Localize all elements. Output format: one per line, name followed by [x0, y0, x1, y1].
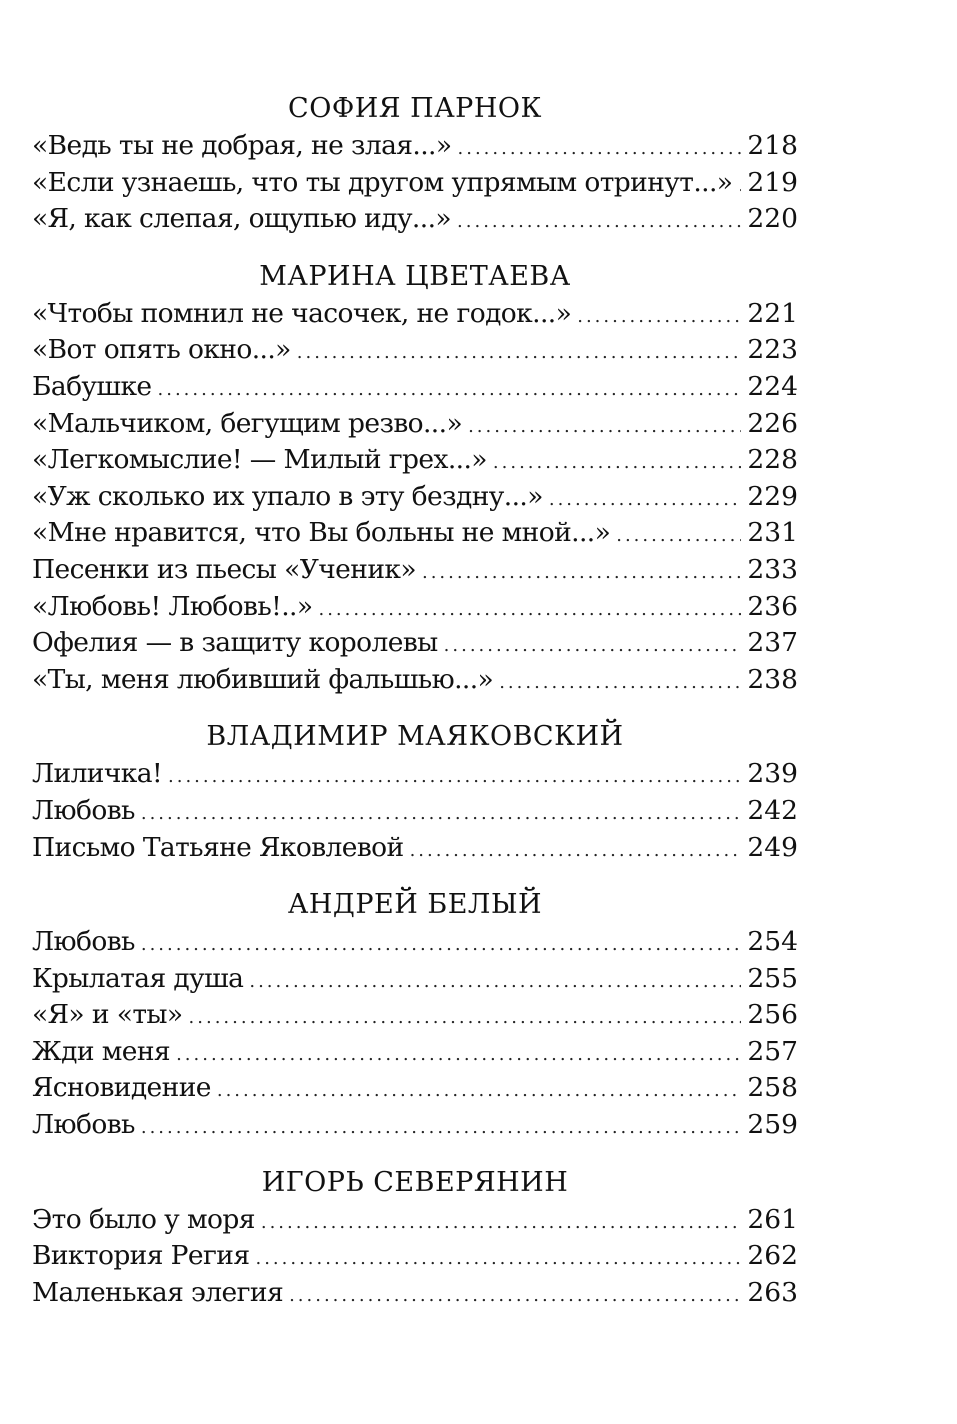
dot-leader — [261, 1205, 742, 1242]
entry-page-number: 255 — [747, 962, 798, 994]
toc-entry[interactable] — [32, 165, 798, 202]
entry-page-number: 228 — [747, 444, 798, 476]
entry-page-number: 261 — [747, 1203, 798, 1235]
entry-title: Офелия — в защиту королевы — [32, 627, 438, 659]
toc-entry[interactable] — [32, 830, 798, 867]
entry-page-number: 263 — [747, 1276, 798, 1308]
entry-title: Любовь — [32, 926, 135, 958]
toc-entry[interactable] — [32, 625, 798, 662]
toc-entry[interactable] — [32, 997, 798, 1034]
dot-leader — [168, 759, 741, 796]
entry-page-number: 218 — [747, 130, 798, 161]
dot-leader — [468, 409, 741, 446]
entry-title: Крылатая душа — [32, 962, 244, 994]
dot-leader — [616, 518, 741, 555]
dot-leader — [410, 833, 742, 870]
entry-page-number: 233 — [747, 553, 798, 585]
entry-title: «Мальчиком, бегущим резво...» — [32, 407, 463, 439]
entry-title: Ясновидение — [32, 1072, 211, 1104]
toc-section-bely — [32, 888, 798, 1144]
entry-page-number: 221 — [747, 297, 798, 329]
toc-entry[interactable] — [32, 1275, 798, 1312]
dot-leader — [289, 1278, 741, 1315]
dot-leader — [249, 964, 741, 1001]
toc-entry[interactable] — [32, 961, 798, 998]
entry-page-number: 220 — [747, 203, 798, 235]
dot-leader — [297, 335, 742, 372]
entry-title: Лиличка! — [32, 758, 163, 790]
entry-title: «Ведь ты не добрая, не злая...» — [32, 130, 452, 161]
toc-entry[interactable] — [32, 369, 798, 406]
entry-title: «Уж сколько их упало в эту бездну...» — [32, 480, 543, 512]
dot-leader — [141, 927, 742, 964]
toc-section-parnok — [32, 92, 798, 238]
dot-leader — [422, 555, 741, 592]
toc-entry[interactable] — [32, 332, 798, 369]
toc-entry[interactable] — [32, 442, 798, 479]
table-of-contents — [32, 92, 798, 1333]
section-author-title: ВЛАДИМИР МАЯКОВСКИЙ — [206, 721, 624, 753]
section-author-title: МАРИНА ЦВЕТАЕВА — [259, 260, 571, 292]
toc-entry[interactable] — [32, 1202, 798, 1239]
toc-entry[interactable] — [32, 1238, 798, 1275]
section-author-title: АНДРЕЙ БЕЛЫЙ — [287, 889, 543, 921]
entry-page-number: 254 — [747, 926, 798, 958]
dot-leader — [141, 796, 742, 833]
toc-entry[interactable] — [32, 406, 798, 443]
entry-title: «Я» и «ты» — [32, 999, 183, 1031]
dot-leader — [444, 628, 742, 665]
toc-entry[interactable] — [32, 924, 798, 961]
toc-section-mayakovsky — [32, 720, 798, 866]
entry-page-number: 226 — [747, 407, 798, 439]
entry-page-number: 239 — [747, 758, 798, 790]
entry-title: «Любовь! Любовь!..» — [32, 590, 313, 622]
toc-section-severyanin — [32, 1166, 798, 1312]
dot-leader — [493, 445, 742, 482]
dot-leader — [176, 1037, 741, 1074]
entry-title: Это было у моря — [32, 1203, 255, 1235]
toc-entry[interactable] — [32, 1070, 798, 1107]
toc-entry[interactable] — [32, 296, 798, 333]
entry-page-number: 262 — [747, 1240, 798, 1272]
toc-entry[interactable] — [32, 515, 798, 552]
dot-leader — [158, 372, 742, 409]
entry-page-number: 229 — [747, 480, 798, 512]
dot-leader — [458, 131, 742, 168]
entry-title: Жди меня — [32, 1035, 171, 1067]
section-author-title: ИГОРЬ СЕВЕРЯНИН — [261, 1166, 569, 1198]
toc-entry[interactable] — [32, 756, 798, 793]
entry-page-number: 257 — [747, 1035, 798, 1067]
dot-leader — [189, 1000, 742, 1037]
entry-title: Письмо Татьяне Яковлевой — [32, 831, 404, 863]
dot-leader — [255, 1241, 741, 1278]
toc-entry[interactable] — [32, 1107, 798, 1144]
entry-page-number: 237 — [747, 627, 798, 659]
toc-entry[interactable] — [32, 589, 798, 626]
entry-title: Любовь — [32, 794, 135, 826]
entry-page-number: 249 — [747, 831, 798, 863]
dot-leader — [318, 592, 741, 629]
toc-entry[interactable] — [32, 793, 798, 830]
toc-entry[interactable] — [32, 479, 798, 516]
dot-leader — [549, 482, 742, 519]
entry-page-number: 231 — [747, 517, 798, 549]
toc-entry[interactable] — [32, 662, 798, 699]
entry-title: «Вот опять окно...» — [32, 334, 291, 366]
entry-page-number: 258 — [747, 1072, 798, 1104]
section-author-title: СОФИЯ ПАРНОК — [288, 93, 542, 124]
entry-title: «Легкомыслие! — Милый грех...» — [32, 444, 487, 476]
entry-page-number: 219 — [747, 166, 798, 198]
toc-entry[interactable] — [32, 552, 798, 589]
entry-title: «Я, как слепая, ощупью иду...» — [32, 203, 452, 235]
dot-leader — [457, 204, 741, 241]
entry-title: Песенки из пьесы «Ученик» — [32, 553, 416, 585]
entry-title: Маленькая элегия — [32, 1276, 284, 1308]
entry-page-number: 236 — [747, 590, 798, 622]
dot-leader — [217, 1073, 742, 1110]
toc-section-tsvetaeva — [32, 260, 798, 699]
entry-page-number: 259 — [747, 1109, 798, 1141]
entry-title: «Если узнаешь, что ты другом упрямым отринут...» — [32, 166, 733, 198]
entry-page-number: 223 — [747, 334, 798, 366]
toc-entry[interactable] — [32, 128, 798, 165]
entry-page-number: 256 — [747, 999, 798, 1031]
entry-title: «Ты, меня любивший фальшью...» — [32, 663, 494, 695]
toc-entry[interactable] — [32, 201, 798, 238]
entry-title: Виктория Регия — [32, 1240, 250, 1272]
toc-entry[interactable] — [32, 1034, 798, 1071]
dot-leader — [738, 168, 741, 205]
entry-page-number: 238 — [747, 663, 798, 695]
dot-leader — [141, 1110, 742, 1147]
entry-title: Любовь — [32, 1109, 135, 1141]
entry-title: Бабушке — [32, 370, 152, 402]
dot-leader — [499, 665, 741, 702]
entry-page-number: 242 — [747, 794, 798, 826]
entry-title: «Мне нравится, что Вы больны не мной...» — [32, 517, 611, 549]
entry-title: «Чтобы помнил не часочек, не годок...» — [32, 297, 572, 329]
entry-page-number: 224 — [747, 370, 798, 402]
dot-leader — [577, 299, 741, 336]
